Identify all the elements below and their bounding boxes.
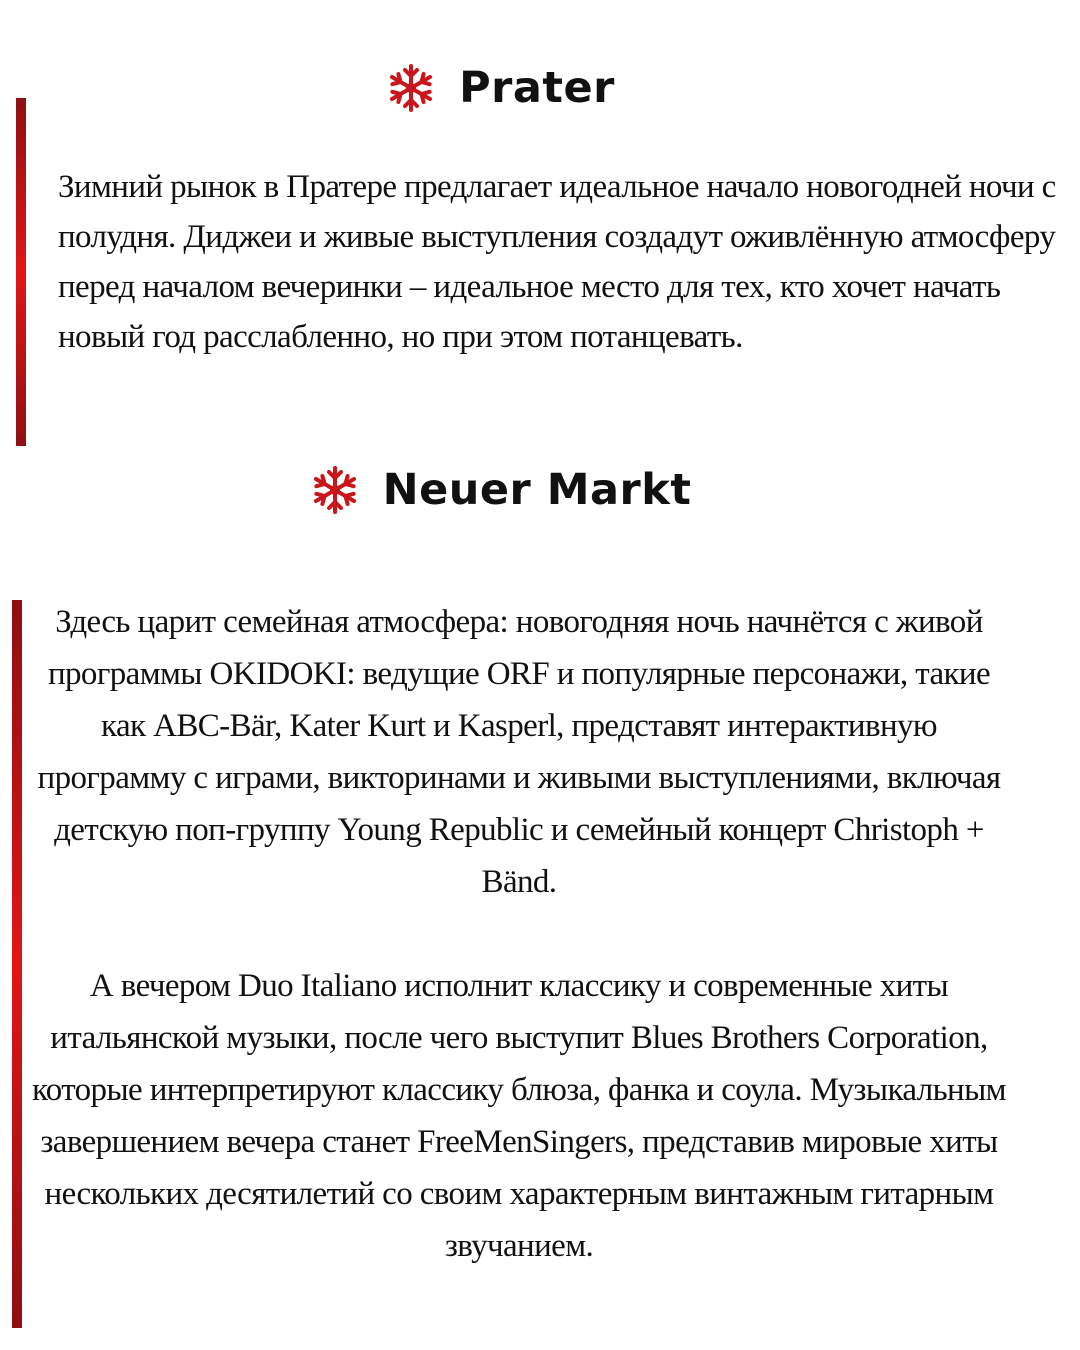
snowflake-icon [385,62,437,114]
paragraph: Зимний рынок в Пратере предлагает идеальное начало новогодней ночи с полудня. Диджеи и живые выступления создадут оживлённую атмосферу перед началом вечеринки – идеальное место для тех, кто хочет начать новый год расслабленно, но при этом потанцевать. [58,169,1056,355]
paragraph: А вечером Duo Italiano исполнит классику и современные хиты итальянской музыки, после чего выступит Blues Brothers Corporation, которые интерпретируют классику блюза, фанка и соула. Музыкальным завершением вечера станет FreeMenSingers, представив мировые хиты нескольких десятилетий со своим характерным винтажным гитарным звучанием. [32,968,1006,1264]
section-body-prater [58,162,1058,362]
accent-bar-prater [16,98,26,446]
snowflake-icon [309,464,361,516]
accent-bar-neuer-markt [12,600,22,1328]
paragraph: Здесь царит семейная атмосфера: новогодняя ночь начнётся с живой программы OKIDOKI: ведущие ORF и популярные персонажи, такие как ABC-Bär, Kater Kurt и Kasperl, представят интерактивную программу с играми, викторинами и живыми выступлениями, включая детскую поп-группу Young Republic и семейный концерт Christoph + Bänd. [37,604,1001,900]
section-heading-prater [0,58,1000,118]
section-body-neuer-markt [30,596,1008,1272]
section-title: Prater [459,63,615,113]
section-title: Neuer Markt [382,465,692,515]
section-heading-neuer-markt [0,460,1000,520]
